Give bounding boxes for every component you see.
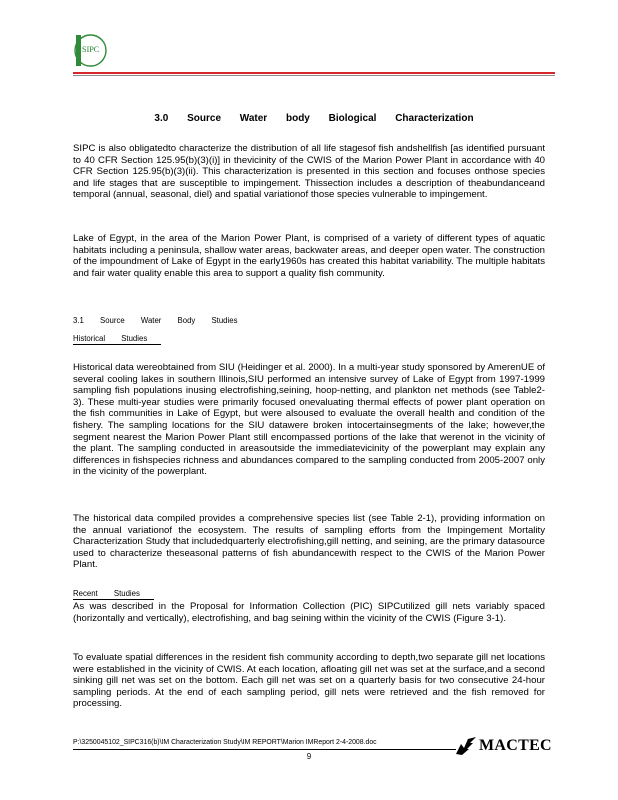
sipc-logo — [73, 33, 108, 68]
paragraph-intro: SIPC is also obligatedto characterize the distribution of all life stagesof fish andshellfish [as identified pursuant to 40 CFR Section 125.95(b)(3)(i)] in thevicinity of the CWIS of the Marion Power Plant in accordance with 40 CFR Section 125.95(b)(3)(ii). This characterization is presented in this section and focuses onthose species and life stages that are susceptible to impingement. Thissection includes a description of theabundanceand temporal (annual, seasonal, diel) and spatial variationof those species vulnerable to impingement. — [73, 143, 545, 201]
paragraph-historical: Historical data wereobtained from SIU (Heidinger et al. 2000). In a multi-year study sponsored by AmerenUE of several cooling lakes in southern Illinois,SIU performed an intensive survey of Lake of Egypt from 1997-1999 sampling fish populations inusing electrofishing,seining, hoop-netting, and plankton net methods (see Table2-3). These multi-year studies were primarily focused onevaluating thermal effects of power plant operation on the fish communities in Lake of Egypt, but were alsoused to evaluate the overall health and condition of the fishery. The sampling locations for the SIU datawere broken intocertainsegments of the lake; however,the segment nearest the Marion Power Plant still encompassed portions of the lake that werenot in the vicinity of the plant. The sampling conducted in areasoutside the immediatevicinity of the powerplant may explain any differences in fishspecies richness and abundances compared to the sampling conducted from 2005-2007 only in the vicinity of the powerplant. — [73, 362, 545, 478]
paragraph-gill-nets: To evaluate spatial differences in the resident fish community according to depth,two separate gill net locations were established in the vicinity of CWIS. At each location, afloating gill net was set at the surface,and a second sinking gill net was set on the bottom. Each gill net was set on a quarterly basis for two consecutive 24-hour sampling periods. At the end of each sampling period, gill nets were retrieved and the fish removed for processing. — [73, 652, 545, 710]
footer-rule — [73, 749, 456, 750]
section-title: 3.0 Source Water body Biological Characterization — [154, 113, 474, 124]
mactec-wordmark: MACTEC — [479, 737, 552, 754]
historical-studies-heading: Historical Studies — [73, 334, 161, 345]
recent-studies-heading: Recent Studies — [73, 589, 154, 600]
mactec-logo — [455, 736, 552, 756]
subsection-heading: 3.1 Source Water Body Studies — [73, 316, 238, 325]
paragraph-lake: Lake of Egypt, in the area of the Marion Power Plant, is comprised of a variety of different types of aquatic habitats including a peninsula, shallow water areas, backwater areas, and deeper open water. The construction of the impoundment of Lake of Egypt in the early1960s has created this habitat variability. The multiple habitats and fair water quality enable this area to support a quality fish community. — [73, 233, 545, 279]
header-rule-red — [73, 72, 555, 74]
page-number: 9 — [306, 752, 312, 761]
mactec-bird-icon — [455, 736, 477, 756]
header-rule-gray — [73, 75, 555, 76]
footer-file-path: P:\3250045102_SIPC316(b)\IM Characterization Study\IM REPORT\Marion IMReport 2-4-2008.doc — [73, 739, 377, 746]
logo-text: SIPC — [81, 44, 100, 54]
paragraph-historical-summary: The historical data compiled provides a comprehensive species list (see Table 2-1), providing information on the annual variationof the ecosystem. The results of sampling efforts from the Impingement Mortality Characterization Study that includedquarterly electrofishing,gill netting, and seining, are the primary datasource used to characterize theseasonal patterns of fish abundancewith respect to the CWIS of the Marion Power Plant. — [73, 513, 545, 571]
paragraph-recent: As was described in the Proposal for Information Collection (PIC) SIPCutilized gill nets variably spaced (horizontally and vertically), electrofishing, and bag seining within the vicinity of the CWIS (Figure 3-1). — [73, 601, 545, 624]
